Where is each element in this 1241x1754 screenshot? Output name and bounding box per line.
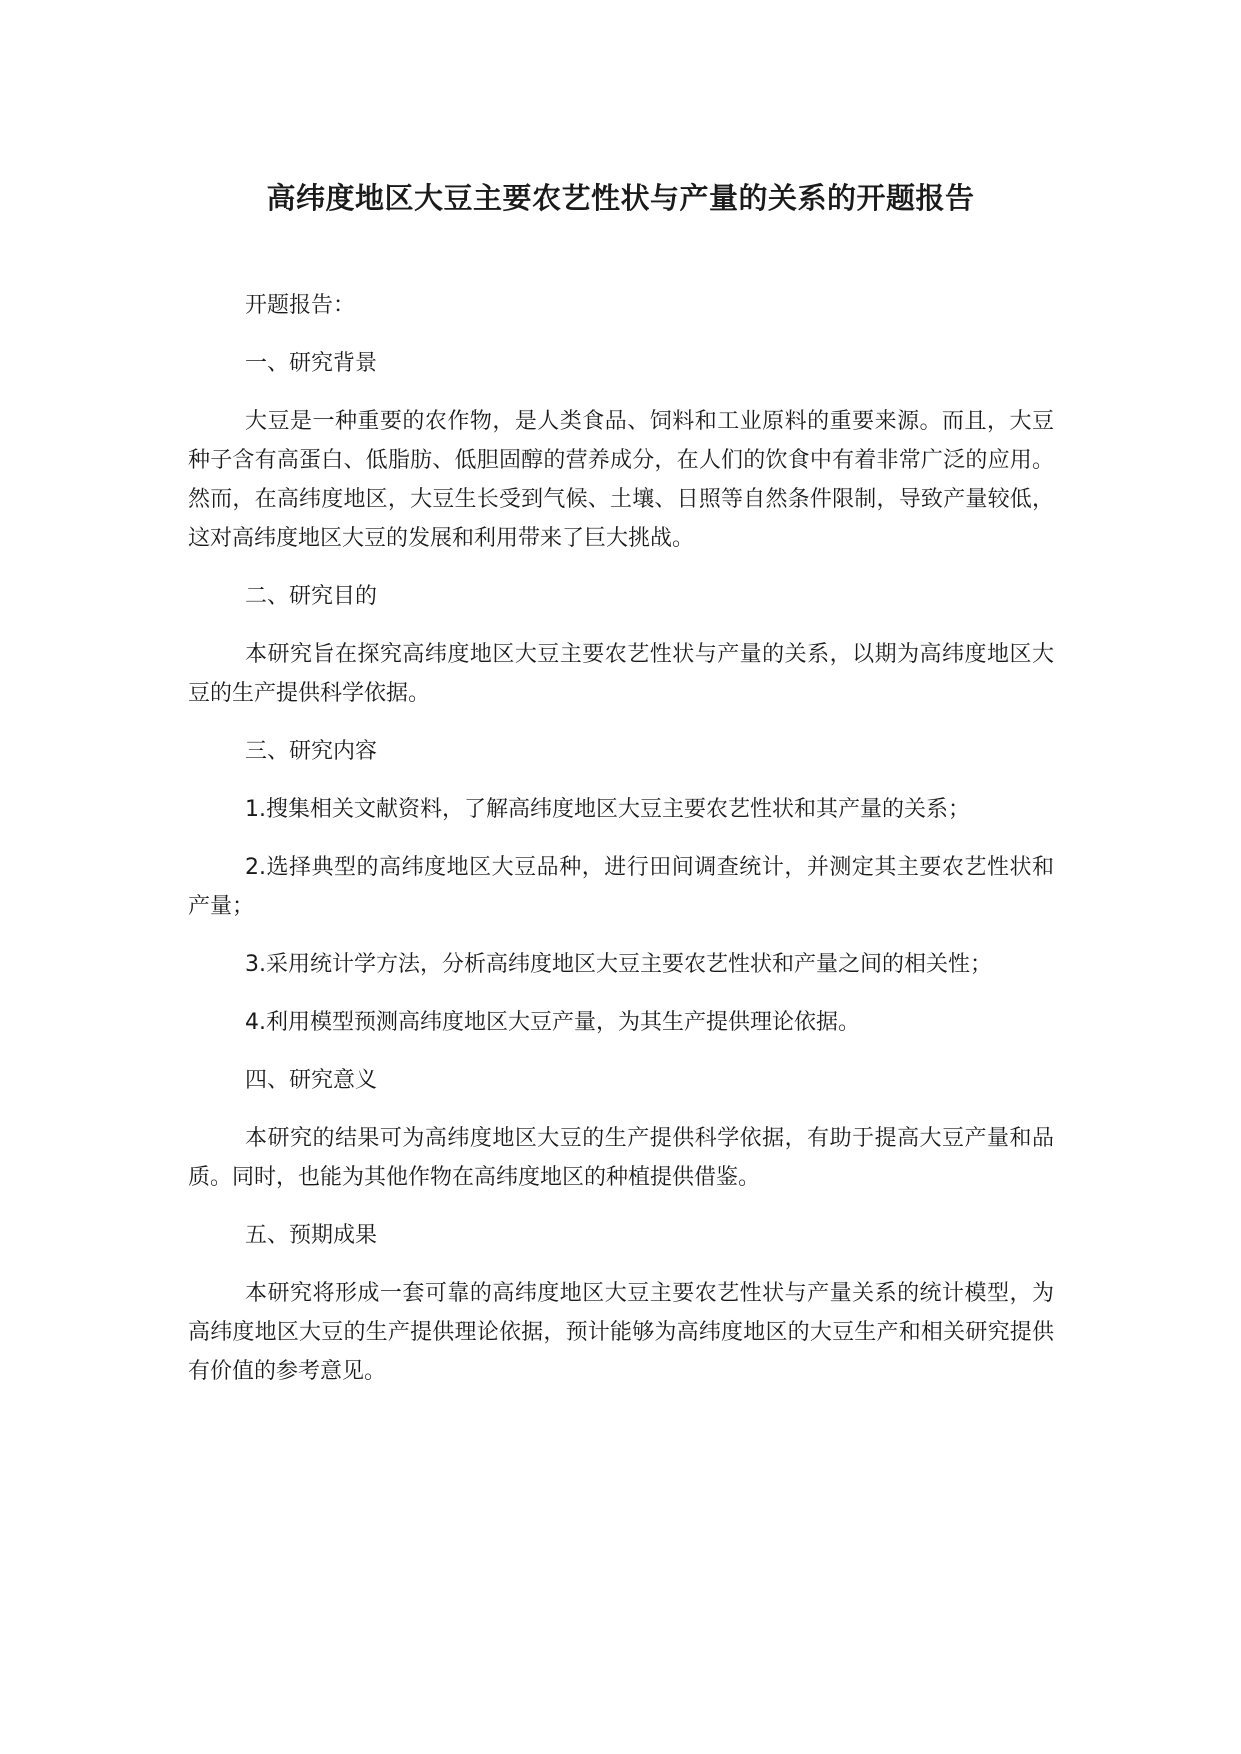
section-heading-background: 一、研究背景 bbox=[245, 351, 378, 376]
content-item-4: 4.利用模型预测高纬度地区大豆产量，为其生产提供理论依据。 bbox=[245, 1010, 860, 1035]
significance-paragraph: 本研究的结果可为高纬度地区大豆的生产提供科学依据，有助于提高大豆产量和品质。同时，也能为其他作物在高纬度地区的种植提供借鉴。 bbox=[188, 1126, 1054, 1190]
content-item-1: 1.搜集相关文献资料，了解高纬度地区大豆主要农艺性状和其产量的关系； bbox=[245, 797, 970, 822]
document-title: 高纬度地区大豆主要农艺性状与产量的关系的开题报告 bbox=[266, 181, 975, 215]
purpose-paragraph: 本研究旨在探究高纬度地区大豆主要农艺性状与产量的关系，以期为高纬度地区大豆的生产提供科学依据。 bbox=[188, 642, 1054, 706]
section-heading-outcomes: 五、预期成果 bbox=[245, 1223, 378, 1248]
outcomes-paragraph: 本研究将形成一套可靠的高纬度地区大豆主要农艺性状与产量关系的统计模型，为高纬度地区大豆的生产提供理论依据，预计能够为高纬度地区的大豆生产和相关研究提供有价值的参考意见。 bbox=[188, 1281, 1054, 1384]
document-body bbox=[188, 286, 1054, 1410]
section-heading-purpose: 二、研究目的 bbox=[245, 584, 378, 609]
section-heading-significance: 四、研究意义 bbox=[245, 1068, 378, 1093]
intro-label: 开题报告： bbox=[245, 293, 356, 318]
content-item-3: 3.采用统计学方法，分析高纬度地区大豆主要农艺性状和产量之间的相关性； bbox=[245, 952, 992, 977]
content-item-2: 2.选择典型的高纬度地区大豆品种，进行田间调查统计，并测定其主要农艺性状和产量； bbox=[188, 855, 1054, 919]
section-heading-content: 三、研究内容 bbox=[245, 739, 378, 764]
background-paragraph: 大豆是一种重要的农作物，是人类食品、饲料和工业原料的重要来源。而且，大豆种子含有高蛋白、低脂肪、低胆固醇的营养成分，在人们的饮食中有着非常广泛的应用。然而，在高纬度地区，大豆生长受到气候、土壤、日照等自然条件限制，导致产量较低，这对高纬度地区大豆的发展和利用带来了巨大挑战。 bbox=[188, 409, 1054, 551]
